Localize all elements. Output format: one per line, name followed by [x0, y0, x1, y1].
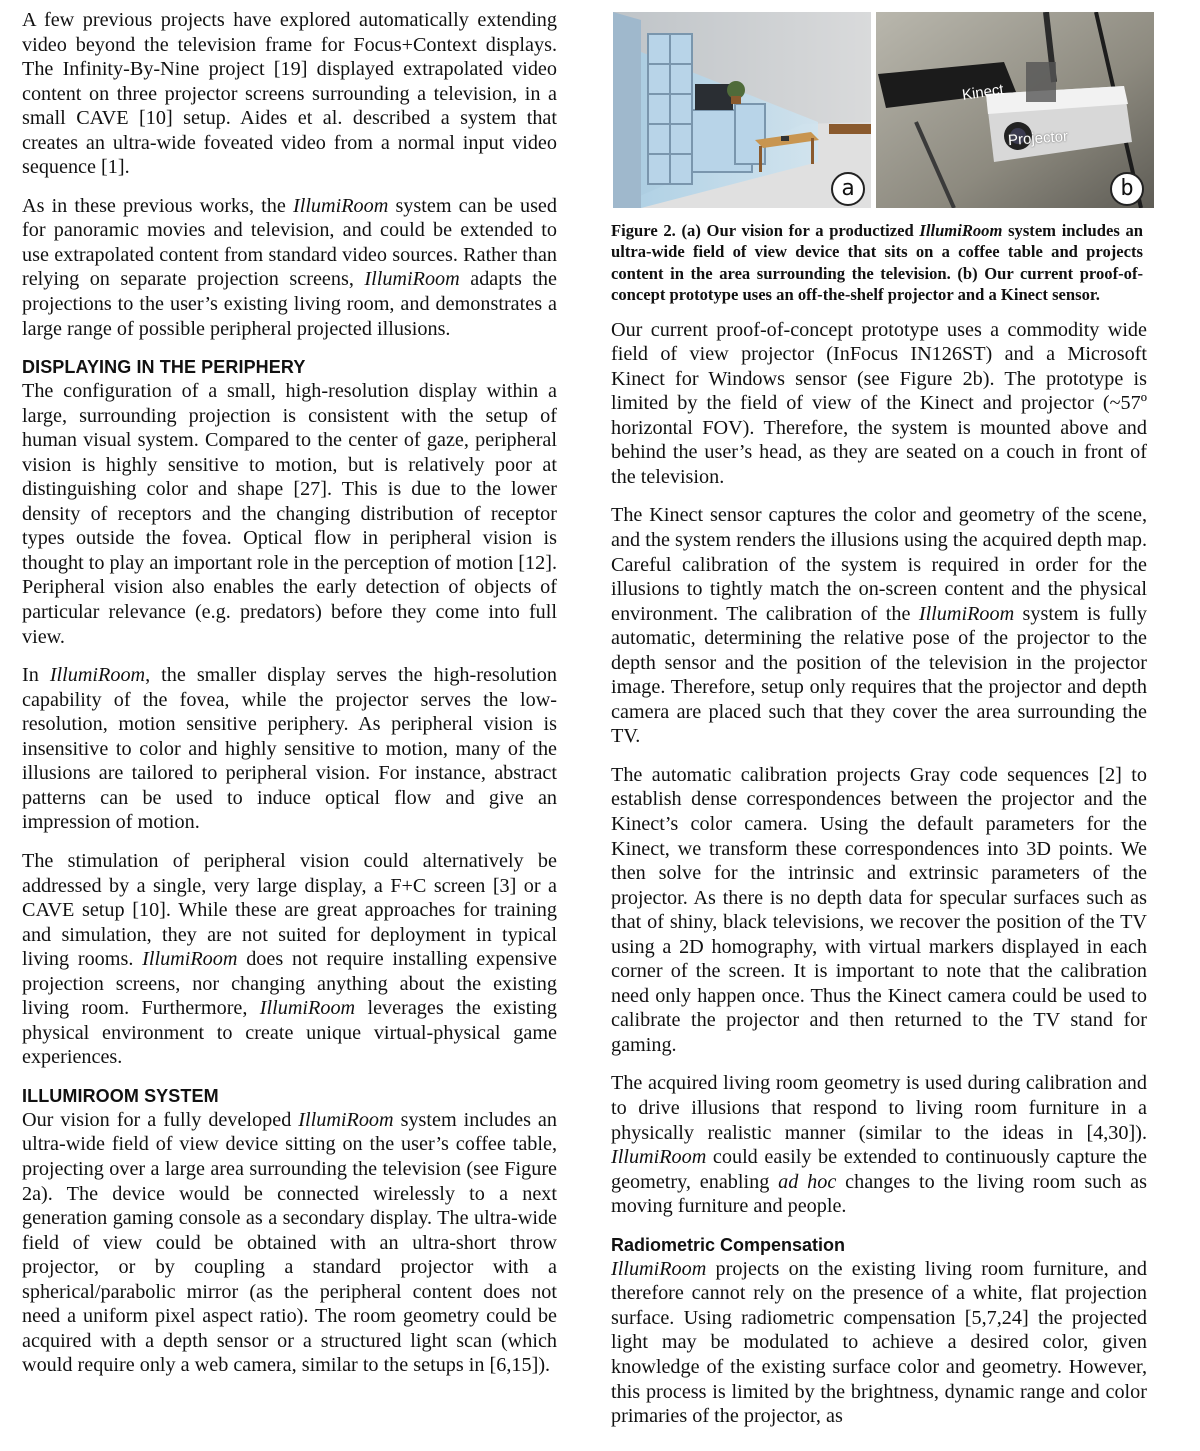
panel-a-label: a [831, 172, 865, 206]
text-run: leverages the existing physical environment to create unique virtual-physical game experiences. [22, 997, 557, 1069]
text-run: The Kinect sensor captures the color and geometry of the scene, and the system renders the illusions using the acquired depth map. Careful calibration of the system is required in order for the illusions to tightly match the on-screen content and the physical environment. The calibration of the [611, 504, 1147, 625]
text-run: projects on the existing living room furniture, and therefore cannot rely on the presence of a white, flat projection surface. Using radiometric compensation [5,7,24] the projected light may be modulated to achieve a desired color, given knowledge of the existing surface color and geometry. However, this process is limited by the brightness, dynamic range and color primaries of the projector, as [611, 1257, 1147, 1428]
text-run: The stimulation of peripheral vision could alternatively be addressed by a single, very large display, a F+C screen [3] or a CAVE setup [10]. While these are great approaches for training and simulation, they are not suited for deployment in typical living rooms. [22, 849, 557, 971]
paragraph-related-work: A few previous projects have explored automatically extending video beyond the television frame for Focus+Context displays. The Infinity-By-Nine project [19] displayed extrapolated video content on three projector screens surrounding a television, in a small CAVE [10] setup. Aides et al. described a system that creates an ultra-wide foveated video from a normal input video sequence [1]. [22, 9, 557, 179]
panel-b-label: b [1110, 172, 1144, 206]
text-run: could easily be extended to continuously capture the geometry, enabling [611, 1146, 1147, 1193]
figure-panel-b-photo [876, 12, 1154, 208]
emphasis-illumiroom: IllumiRoom [142, 948, 238, 971]
text-run: The acquired living room geometry is used during calibration and to drive illusions that respond to living room furniture in a physically realistic manner (similar to the ideas in [4,30]). [611, 1072, 1147, 1144]
text-run: changes to the living room such as moving furniture and people. [611, 1170, 1147, 1218]
text-run: Figure 2. (a) Our vision for a productized [611, 221, 920, 240]
paragraph-radiometric [611, 1257, 1147, 1429]
subsection-heading-radiometric: Radiometric Compensation [611, 1234, 846, 1255]
paragraph-fovea [22, 663, 557, 835]
emphasis-illumiroom: IllumiRoom [298, 1108, 394, 1131]
paragraph-previous-works [22, 194, 557, 341]
emphasis-illumiroom: IllumiRoom [292, 194, 389, 217]
text-run: system can be used for panoramic movies and television, and could be extended to use extrapolated content from standard video sources. Rather than relying on separate projection screens, [22, 194, 557, 291]
text-run: does not require installing expensive projection screens, nor changing anything about the existing living room. Furthermore, [22, 948, 558, 1020]
right-column [611, 8, 1147, 1429]
emphasis-illumiroom: IllumiRoom [364, 268, 460, 291]
emphasis-illumiroom: IllumiRoom [611, 1257, 707, 1280]
emphasis-illumiroom: IllumiRoom [918, 602, 1015, 625]
kinect-label: Kinect [961, 81, 1005, 104]
text-run: system is fully automatic, determining the relative pose of the projector to the depth sensor and the position of the television in the projector image. Therefore, setup only requires that the projector and depth camera are placed such that they cover the area surrounding the TV. [611, 602, 1148, 748]
text-run: system includes an ultra-wide field of view device that sits on a coffee table and projects content in the area surrounding the television. (b) Our current proof-of-concept prototype uses an off-the-shelf projector and a Kinect sensor. [611, 221, 1143, 305]
emphasis-illumiroom: IllumiRoom [259, 997, 356, 1020]
text-run: adapts the projections to the user’s existing living room, and demonstrates a large range of possible peripheral projected illusions. [22, 268, 557, 340]
paragraph-system-vision [22, 1108, 557, 1378]
text-run: system includes an ultra-wide field of view device sitting on the user’s coffee table, projecting over a large area surrounding the television (see Figure 2a). The device would be connected wirelessly to a next generation gaming console as a secondary display. The ultra-wide field of view could be obtained with an ultra-short throw projector, or by coupling a standard projector with a spherical/parabolic mirror (as the peripheral content does not need a uniform pixel aspect ratio). The room geometry could be acquired with a depth sensor or a structured light scan (which would require only a web camera, similar to the setups in [6,15]). [22, 1108, 557, 1377]
paragraph-stimulation [22, 849, 557, 1070]
figure-caption [611, 220, 1143, 306]
emphasis-illumiroom: IllumiRoom [611, 1146, 707, 1169]
emphasis-illumiroom: IllumiRoom [49, 664, 146, 687]
projector-label: Projector [1007, 127, 1069, 150]
text-run: Our vision for a fully developed [22, 1108, 299, 1131]
emphasis-ad-hoc: ad hoc [778, 1170, 837, 1193]
emphasis-illumiroom: IllumiRoom [919, 221, 1003, 240]
paragraph-room-geometry [611, 1071, 1147, 1218]
living-room-illustration [613, 12, 871, 208]
section-heading-periphery: DISPLAYING IN THE PERIPHERY [22, 357, 306, 378]
paragraph-periphery: The configuration of a small, high-resolution display within a large, surrounding projection is consistent with the setup of human visual system. Compared to the center of gaze, peripheral vision is highly sensitive to motion, but is relatively poor at distinguishing color and shape [27]. This is due to the lower density of receptors and the changing distribution of receptor types outside the fovea. Optical flow in peripheral vision is thought to play an important role in the perception of motion [12]. Peripheral vision also enables the early detection of objects of particular relevance (e.g. predators) before they come into full view. [22, 380, 557, 648]
text-run: , the smaller display serves the high-resolution capability of the fovea, while the projector serves the low-resolution, motion sensitive periphery. As peripheral vision is insensitive to color and highly sensitive to motion, many of the illusions are tailored to peripheral vision. For instance, abstract patterns can be used to induce optical flow and give an impression of motion. [22, 664, 557, 834]
paragraph-kinect-calibration [611, 503, 1147, 748]
text-run: In [22, 664, 50, 687]
figure-panel-a-illustration [613, 12, 871, 208]
paragraph-automatic-calibration: The automatic calibration projects Gray code sequences [2] to establish dense correspondences between the projector and the Kinect’s color camera. Using the default parameters for the Kinect, we transform these correspondences into 3D points. We then solve for the intrinsic and extrinsic parameters of the projector. As there is no depth data for specular surfaces such as that of shiny, black televisions, we recover the position of the TV using a 2D homography, with virtual markers displayed in each corner of the screen. It is important to note that the calibration need only happen once. Thus the Kinect camera could be used to calibrate the projector and then returned to the TV stand for gaming. [611, 763, 1147, 1056]
section-heading-system: ILLUMIROOM SYSTEM [22, 1085, 219, 1106]
text-run: As in these previous works, the [22, 194, 293, 217]
paragraph-prototype: Our current proof-of-concept prototype uses a commodity wide field of view projector (InFocus IN126ST) and a Microsoft Kinect for Windows sensor (see Figure 2b). The prototype is limited by the field of view of the Kinect and projector (~57º horizontal FOV). Therefore, the system is mounted above and behind the user’s head, as they are seated on a couch in front of the television. [611, 318, 1147, 488]
figure-2 [613, 8, 1149, 208]
left-column [22, 8, 557, 1378]
